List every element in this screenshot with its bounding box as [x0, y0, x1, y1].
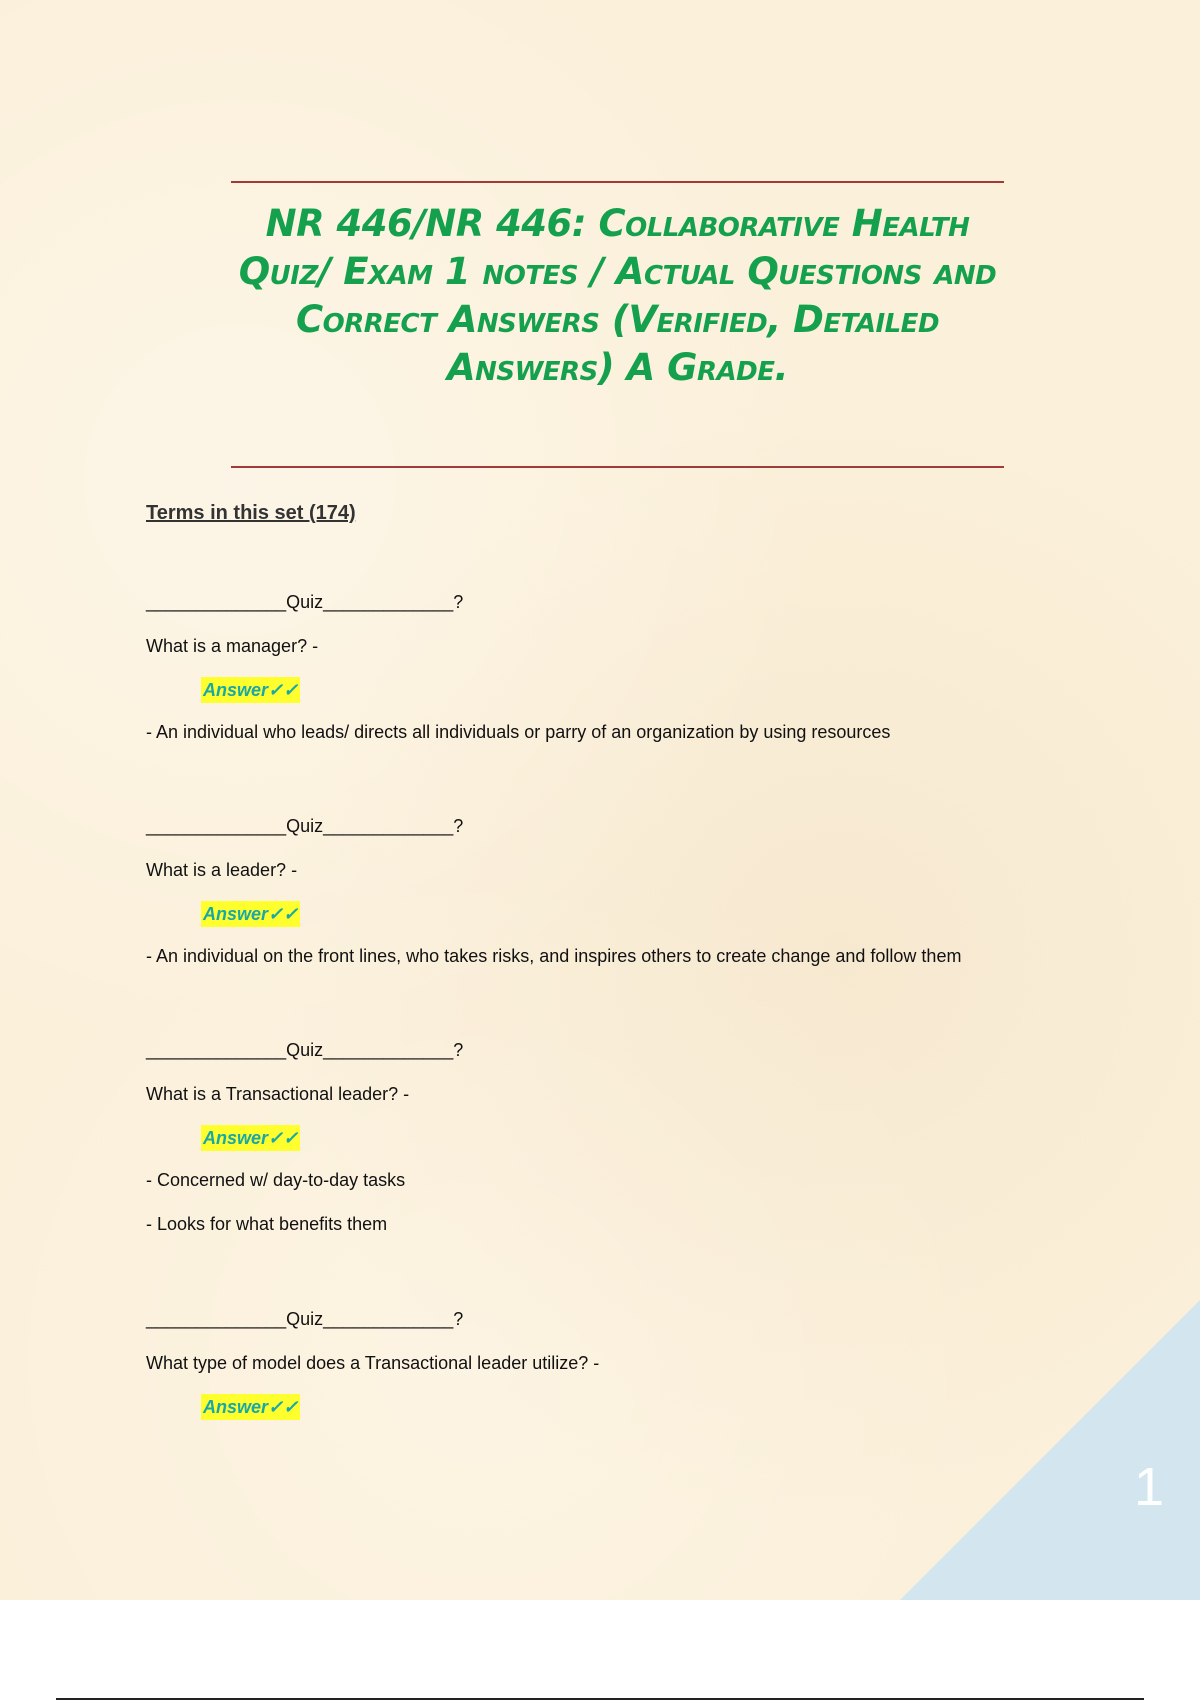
question-text: What is a manager? - [146, 636, 319, 656]
quiz-line: ______________Quiz_____________? [146, 592, 464, 612]
document-title: NR 446/NR 446: Collaborative Health Quiz/ Exam 1 notes / Actual Questions and Correct Answers (Verified, Detailed Answers) A Grade. [238, 202, 997, 389]
qa-item [146, 1306, 1106, 1420]
quiz-line: ______________Quiz_____________? [146, 816, 464, 836]
answer-label: Answer✓✓ [201, 1125, 300, 1151]
page-number: 1 [1133, 1457, 1164, 1517]
question-text: What is a Transactional leader? - [146, 1084, 410, 1104]
qa-item [146, 1037, 1106, 1237]
question-text: What is a leader? - [146, 860, 298, 880]
question-text: What type of model does a Transactional leader utilize? - [146, 1353, 600, 1373]
answer-label: Answer✓✓ [201, 677, 300, 703]
answer-text: - Concerned w/ day-to-day tasks [146, 1170, 406, 1190]
title-rule-top [231, 181, 1004, 183]
quiz-line: ______________Quiz_____________? [146, 1040, 464, 1060]
answer-text: - An individual on the front lines, who takes risks, and inspires others to create change and follow them [146, 946, 962, 966]
qa-item [146, 589, 1106, 745]
title-rule-bottom [231, 466, 1004, 468]
answer-label: Answer✓✓ [201, 1394, 300, 1420]
qa-item [146, 813, 1106, 969]
quiz-line: ______________Quiz_____________? [146, 1309, 464, 1329]
answer-text: - An individual who leads/ directs all individuals or parry of an organization by using resources [146, 722, 891, 742]
terms-count-heading: Terms in this set (174) [146, 502, 356, 524]
answer-text: - Looks for what benefits them [146, 1214, 388, 1234]
answer-label: Answer✓✓ [201, 901, 300, 927]
